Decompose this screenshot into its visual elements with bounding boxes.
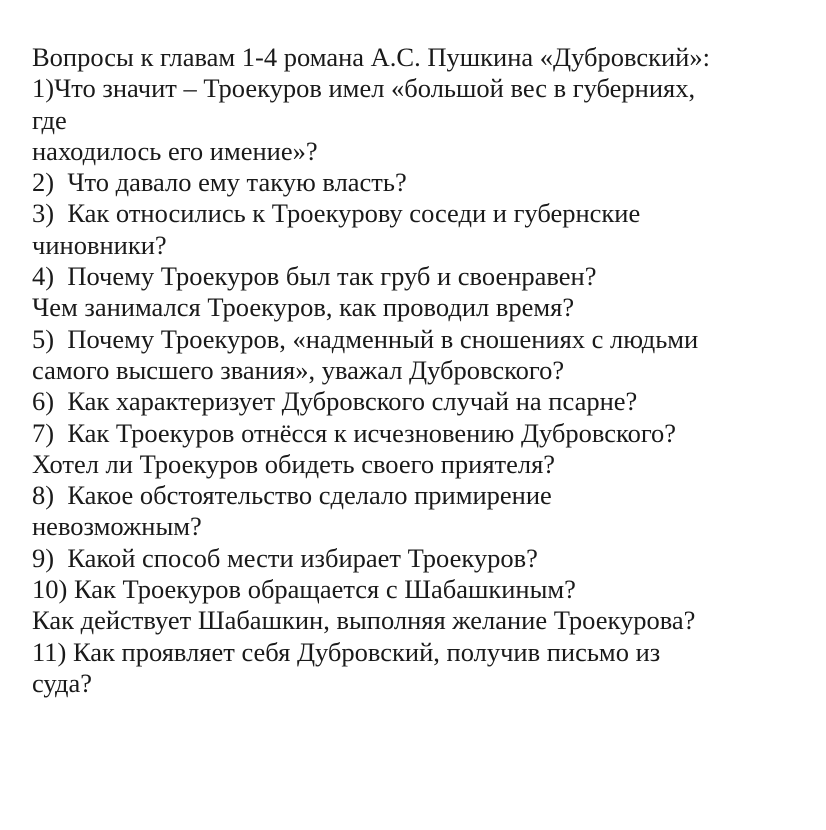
question-line: Чем занимался Троекуров, как проводил время? bbox=[32, 292, 575, 323]
question-line: где bbox=[32, 104, 67, 135]
question-line: 3) Как относились к Троекурову соседи и губернские bbox=[32, 198, 641, 229]
question-line: 10) Как Троекуров обращается с Шабашкиным? bbox=[32, 574, 576, 605]
question-line: 7) Как Троекуров отнёсся к исчезновению Дубровского? bbox=[32, 417, 677, 448]
question-line: 11) Как проявляет себя Дубровский, получив письмо из bbox=[32, 636, 661, 667]
question-line: Как действует Шабашкин, выполняя желание Троекурова? bbox=[32, 605, 696, 636]
question-line: 1)Что значит – Троекуров имел «большой вес в губерниях, bbox=[32, 73, 696, 104]
question-line: 9) Какой способ мести избирает Троекуров? bbox=[32, 542, 538, 573]
question-line: чиновники? bbox=[32, 229, 167, 260]
question-line: самого высшего звания», уважал Дубровского? bbox=[32, 354, 565, 385]
question-line: суда? bbox=[32, 667, 93, 698]
question-line: 8) Какое обстоятельство сделало примирение bbox=[32, 480, 552, 511]
question-line: 2) Что давало ему такую власть? bbox=[32, 167, 407, 198]
document-page bbox=[32, 42, 822, 699]
question-line: невозможным? bbox=[32, 511, 202, 542]
question-line: 4) Почему Троекуров был так груб и своенравен? bbox=[32, 261, 597, 292]
document-title: Вопросы к главам 1-4 романа А.С. Пушкина «Дубровский»: bbox=[32, 42, 710, 72]
question-line: находилось его имение»? bbox=[32, 135, 318, 166]
question-line: 6) Как характеризует Дубровского случай на псарне? bbox=[32, 386, 638, 417]
question-line: 5) Почему Троекуров, «надменный в сношениях с людьми bbox=[32, 323, 699, 354]
question-line: Хотел ли Троекуров обидеть своего приятеля? bbox=[32, 448, 556, 479]
